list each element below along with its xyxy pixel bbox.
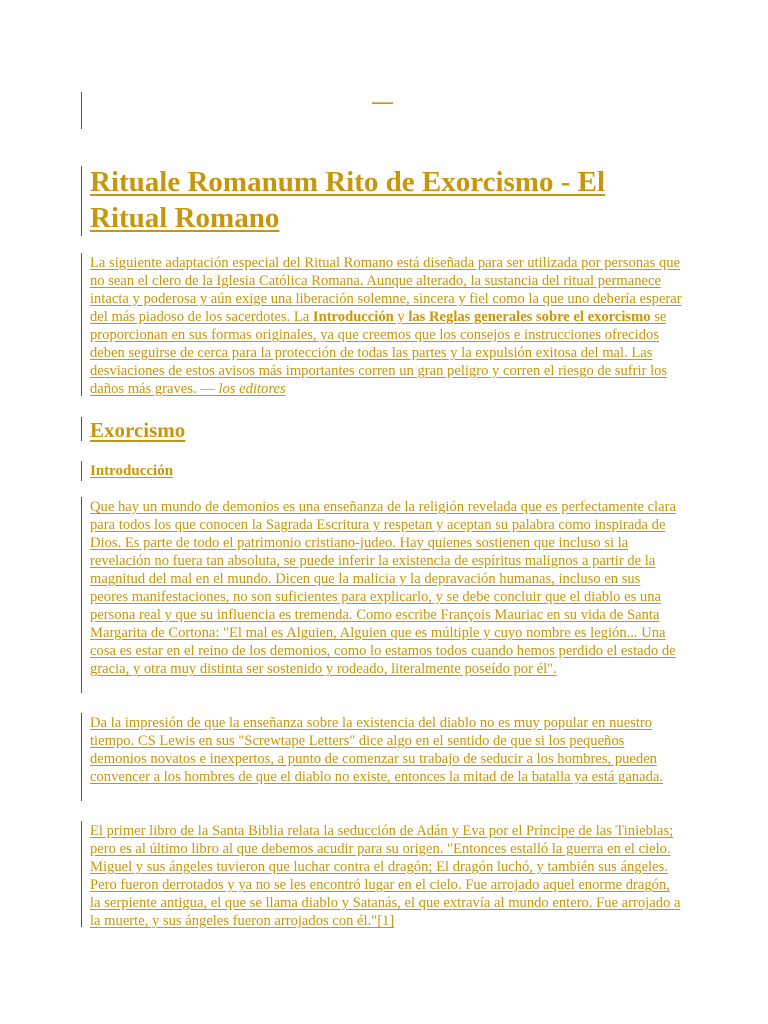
margin-bar	[81, 713, 82, 801]
editors-credit: los editores	[218, 381, 286, 397]
body-paragraph: El primer libro de la Santa Biblia relata la seducción de Adán y Eva por el Príncipe de las Tinieblas; pero es al último libro al que debemos acudir para su origen. "Entonces estalló la guerra en el cielo. Miguel y sus ángeles tuvieron que luchar contra el dragón; El dragón luchó, y también sus ángeles. Pero fueron derrotados y ya no se les encontró lugar en el cielo. Fue arrojado aquel enorme dragón, la serpiente antigua, el que se llama diablo y Satanás, el que extravía al mundo entero. Fue arrojado a la muerte, y sus ángeles fueron arrojados con él."[1]	[90, 823, 681, 929]
margin-bar	[81, 821, 82, 927]
body-paragraph: Da la impresión de que la enseñanza sobre la existencia del diablo no es muy popular en nuestro tiempo. CS Lewis en sus "Screwtape Letters" dice algo en el sentido de que si los pequeños demonios novatos e inexpertos, a punto de comenzar su trabajo de seducir a los hombres, pueden convencer a los hombres de que el diablo no existe, entonces la mitad de la batalla ya está ganada.	[90, 715, 663, 785]
top-link[interactable]: ___	[372, 90, 393, 105]
page-title: Rituale Romanum Rito de Exorcismo - El Ritual Romano	[90, 166, 606, 234]
margin-bar	[81, 461, 82, 481]
margin-bar	[81, 166, 82, 236]
link-introduccion[interactable]: Introducción	[312, 309, 394, 325]
link-reglas-generales[interactable]: las Reglas generales sobre el exorcismo	[408, 309, 651, 325]
margin-bar	[81, 253, 82, 396]
margin-bar	[81, 417, 82, 441]
margin-bar	[81, 92, 82, 129]
section-heading: Exorcismo	[90, 418, 186, 442]
intro-paragraph: La siguiente adaptación especial del Ritual Romano está diseñada para ser utilizada por personas que no sean el clero de la Iglesia Católica Romana. Aunque alterado, la sustancia del ritual permanece intacta y poderosa y aún exige una liberación solemne, sincera y fiel como la que uno debería esperar del más piadoso de los sacerdotes. La Introducción y las Reglas generales sobre el exorcismo se proporcionan en sus formas originales, ya que creemos que los consejos e instrucciones ofrecidos deben seguirse de cerca para la protección de todas las partes y la expulsión exitosa del mal. Las desviaciones de estos avisos más importantes corren un gran peligro y corren el riesgo de sufrir los daños más graves. — los editores	[90, 255, 682, 397]
body-paragraph: Que hay un mundo de demonios es una enseñanza de la religión revelada que es perfectamente clara para todos los que conocen la Sagrada Escritura y respetan y aceptan su palabra como inspirada de Dios. Es parte de todo el patrimonio cristiano-judeo. Hay quienes sostienen que incluso si la revelación no fuera tan absoluta, se puede inferir la existencia de espíritus malignos a partir de la magnitud del mal en el mundo. Dicen que la malicia y la depravación humanas, incluso en sus peores manifestaciones, no son suficientes para explicarlo, y se debe concluir que el diablo es una persona real y que su influencia es tremenda. Como escribe François Mauriac en su vida de Santa Margarita de Cortona: "El mal es Alguien, Alguien que es múltiple y cuyo nombre es legión... Una cosa es estar en el reino de los demonios, como lo estamos todos cuando hemos perdido el estado de gracia, y otra muy distinta ser sostenido y rodeado, literalmente poseído por él".	[90, 499, 676, 677]
margin-bar	[81, 497, 82, 693]
subsection-heading: Introducción	[90, 463, 174, 479]
